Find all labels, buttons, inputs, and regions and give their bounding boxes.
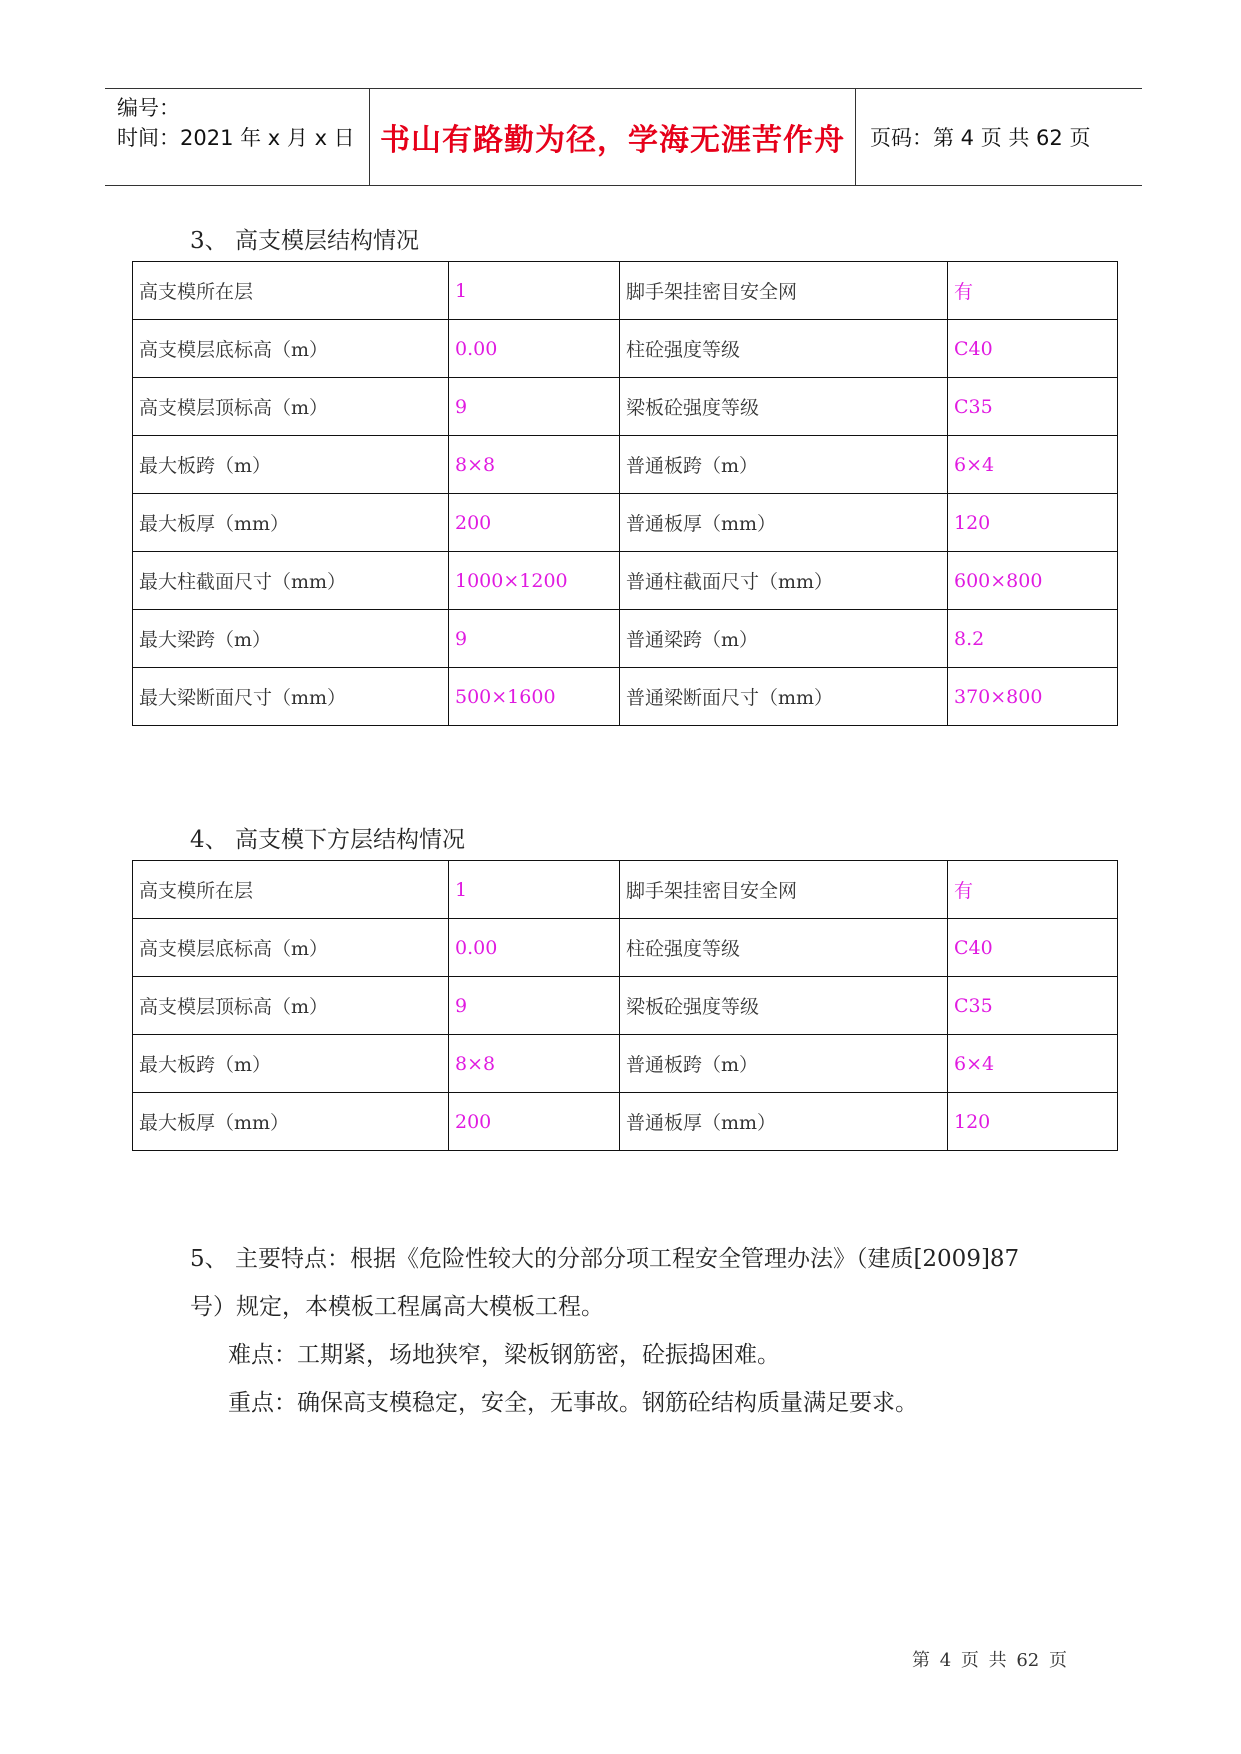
row-value: 9 <box>449 610 620 668</box>
row-label: 高支模所在层 <box>133 861 449 919</box>
table-row <box>133 262 1118 320</box>
row-value: 1000×1200 <box>449 552 620 610</box>
time-label: 时间：2021 年 x 月 x 日 <box>117 126 355 150</box>
section3-title: 3、 高支模层结构情况 <box>190 228 419 254</box>
row-value-2: C35 <box>948 977 1118 1035</box>
row-value-2: 有 <box>948 861 1118 919</box>
table-row <box>133 378 1118 436</box>
table-row <box>133 919 1118 977</box>
header-page-info: 页码：第 4 页 共 62 页 <box>870 126 1091 150</box>
table-row <box>133 610 1118 668</box>
difficulty-text: 难点：工期紧，场地狭窄，梁板钢筋密，砼振捣困难。 <box>228 1342 780 1368</box>
row-label-2: 普通柱截面尺寸（mm） <box>620 552 948 610</box>
row-label-2: 普通板厚（mm） <box>620 1093 948 1151</box>
row-label: 高支模所在层 <box>133 262 449 320</box>
row-label: 高支模层底标高（m） <box>133 320 449 378</box>
row-value-2: C40 <box>948 919 1118 977</box>
row-label: 最大梁断面尺寸（mm） <box>133 668 449 726</box>
row-label-2: 普通板跨（m） <box>620 1035 948 1093</box>
features-paragraph-line2: 号）规定，本模板工程属高大模板工程。 <box>190 1294 604 1320</box>
table-row <box>133 436 1118 494</box>
section4-table <box>132 860 1118 1151</box>
row-value-2: 120 <box>948 1093 1118 1151</box>
number-label: 编号： <box>117 96 180 120</box>
row-value: 200 <box>449 494 620 552</box>
row-value: 9 <box>449 378 620 436</box>
row-value: 200 <box>449 1093 620 1151</box>
row-label: 最大板厚（mm） <box>133 1093 449 1151</box>
row-label: 最大板跨（m） <box>133 436 449 494</box>
row-label-2: 普通梁跨（m） <box>620 610 948 668</box>
table-row <box>133 552 1118 610</box>
table-row <box>133 861 1118 919</box>
page-header <box>105 88 1142 186</box>
row-label-2: 柱砼强度等级 <box>620 320 948 378</box>
table-row <box>133 1035 1118 1093</box>
row-value: 8×8 <box>449 1035 620 1093</box>
header-motto: 书山有路勤为径，学海无涯苦作舟 <box>369 89 856 185</box>
focus-text: 重点：确保高支模稳定，安全，无事故。钢筋砼结构质量满足要求。 <box>228 1390 918 1416</box>
row-value-2: 370×800 <box>948 668 1118 726</box>
row-label-2: 梁板砼强度等级 <box>620 378 948 436</box>
row-value-2: C35 <box>948 378 1118 436</box>
row-label-2: 脚手架挂密目安全网 <box>620 262 948 320</box>
row-label-2: 普通板厚（mm） <box>620 494 948 552</box>
row-label: 最大板厚（mm） <box>133 494 449 552</box>
row-label-2: 柱砼强度等级 <box>620 919 948 977</box>
row-value: 0.00 <box>449 320 620 378</box>
table-row <box>133 977 1118 1035</box>
row-label: 最大柱截面尺寸（mm） <box>133 552 449 610</box>
table-row <box>133 320 1118 378</box>
row-value: 8×8 <box>449 436 620 494</box>
row-label: 高支模层顶标高（m） <box>133 378 449 436</box>
row-label-2: 梁板砼强度等级 <box>620 977 948 1035</box>
row-value-2: 120 <box>948 494 1118 552</box>
row-value: 500×1600 <box>449 668 620 726</box>
row-label-2: 普通板跨（m） <box>620 436 948 494</box>
section4-title: 4、 高支模下方层结构情况 <box>190 827 465 853</box>
section3-table <box>132 261 1118 726</box>
table-row <box>133 668 1118 726</box>
row-value-2: 600×800 <box>948 552 1118 610</box>
row-value-2: 6×4 <box>948 436 1118 494</box>
row-value: 1 <box>449 262 620 320</box>
row-label: 最大梁跨（m） <box>133 610 449 668</box>
page-footer: 第 4 页 共 62 页 <box>912 1650 1067 1671</box>
row-label-2: 脚手架挂密目安全网 <box>620 861 948 919</box>
table-row <box>133 1093 1118 1151</box>
row-value: 0.00 <box>449 919 620 977</box>
row-value-2: C40 <box>948 320 1118 378</box>
row-label: 最大板跨（m） <box>133 1035 449 1093</box>
row-label: 高支模层顶标高（m） <box>133 977 449 1035</box>
features-paragraph-line1: 5、 主要特点：根据《危险性较大的分部分项工程安全管理办法》（建质[2009]87 <box>190 1246 1020 1272</box>
row-value: 1 <box>449 861 620 919</box>
row-value-2: 6×4 <box>948 1035 1118 1093</box>
table-row <box>133 494 1118 552</box>
row-value: 9 <box>449 977 620 1035</box>
row-label-2: 普通梁断面尺寸（mm） <box>620 668 948 726</box>
row-label: 高支模层底标高（m） <box>133 919 449 977</box>
header-meta <box>117 93 355 153</box>
row-value-2: 8.2 <box>948 610 1118 668</box>
row-value-2: 有 <box>948 262 1118 320</box>
